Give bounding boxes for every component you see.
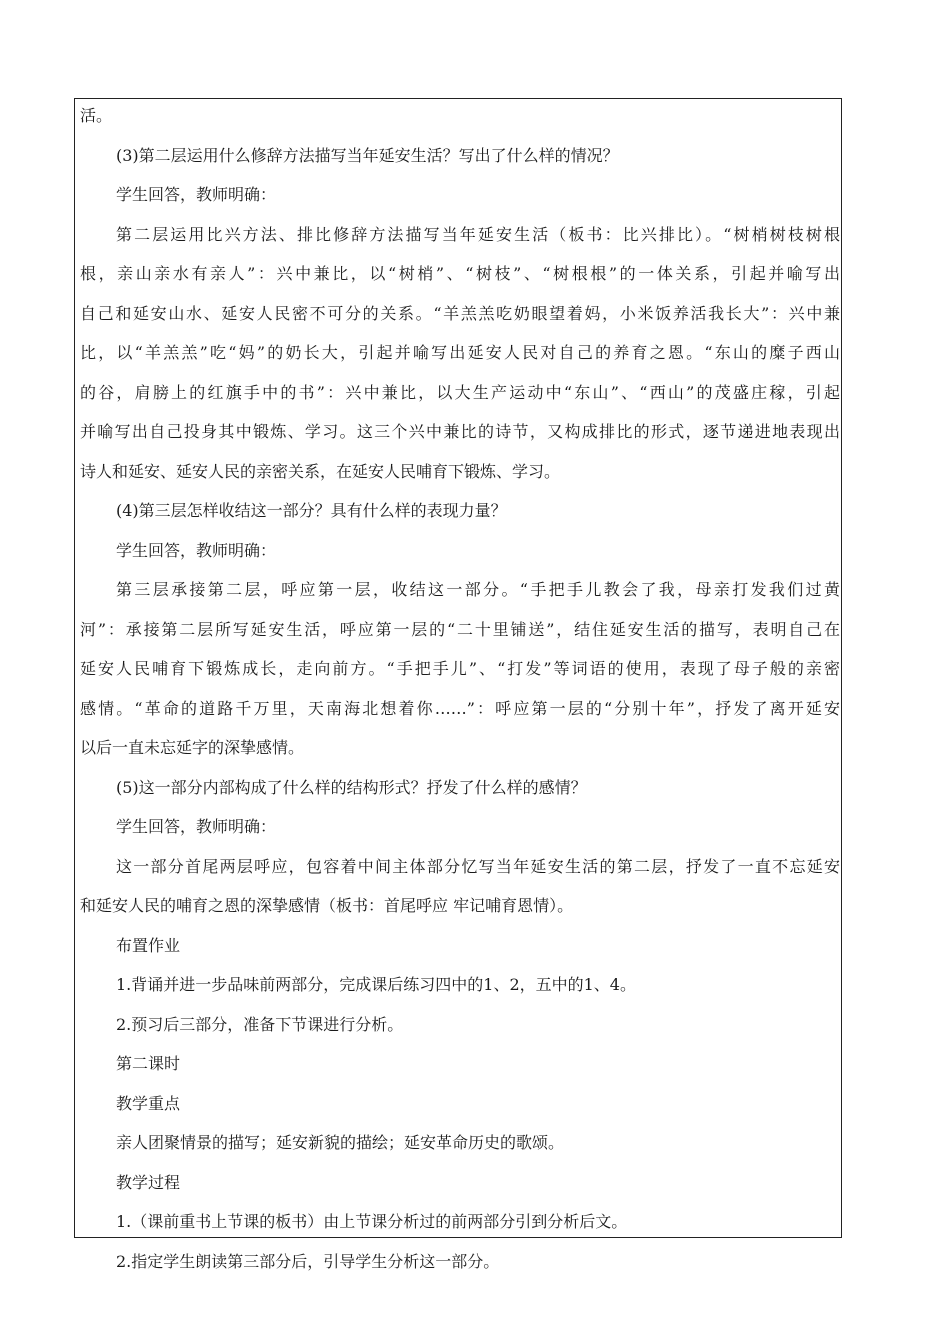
text-line: 学生回答，教师明确：: [116, 185, 277, 204]
text-line: 学生回答，教师明确：: [116, 817, 277, 836]
text-line: (3)第二层运用什么修辞方法描写当年延安生活？写出了什么样的情况？: [116, 145, 619, 165]
text-line: 延安人民哺育下锻炼成长，走向前方。“手把手儿”、“打发”等词语的使用，表现了母子般的亲密: [80, 659, 840, 678]
lesson-plan-text: [80, 96, 840, 1281]
text-line: 布置作业: [116, 935, 181, 955]
text-line: 教学重点: [116, 1093, 181, 1113]
text-line: 和延安人民的哺育之恩的深挚感情（板书：首尾呼应 牢记哺育恩情）。: [80, 896, 574, 915]
text-line: 的谷，肩膀上的红旗手中的书”：兴中兼比，以大生产运动中“东山”、“西山”的茂盛庄稼，引起: [80, 382, 840, 402]
text-line: 根，亲山亲水有亲人”：兴中兼比，以“树梢”、“树枝”、“树根根”的一体关系，引起并喻写出: [80, 264, 840, 283]
text-line: 1.背诵并进一步品味前两部分，完成课后练习四中的1、2，五中的1、4。: [116, 975, 636, 994]
text-line: 2.预习后三部分，准备下节课进行分析。: [116, 1014, 404, 1034]
text-line: 学生回答，教师明确：: [116, 540, 277, 560]
text-line: 这一部分首尾两层呼应，包容着中间主体部分忆写当年延安生活的第二层，抒发了一直不忘延安: [116, 856, 840, 876]
text-line: 亲人团聚情景的描写；延安新貌的描绘；延安革命历史的歌颂。: [116, 1133, 565, 1152]
text-line: 2.指定学生朗读第三部分后，引导学生分析这一部分。: [116, 1251, 500, 1271]
text-line: 比，以“羊羔羔”吃“妈”的奶长大，引起并喻写出延安人民对自己的养育之恩。“东山的糜子西山: [80, 343, 840, 362]
text-line: 诗人和延安、延安人民的亲密关系，在延安人民哺育下锻炼、学习。: [80, 461, 561, 481]
text-line: 第三层承接第二层，呼应第一层，收结这一部分。“手把手儿教会了我，母亲打发我们过黄: [116, 580, 840, 599]
text-line: 自己和延安山水、延安人民密不可分的关系。“羊羔羔吃奶眼望着妈，小米饭养活我长大”：兴中兼: [80, 303, 840, 323]
text-line: 第二课时: [116, 1054, 181, 1073]
text-line: 1.（课前重书上节课的板书）由上节课分析过的前两部分引到分析后文。: [116, 1212, 628, 1231]
text-line: (4)第三层怎样收结这一部分？具有什么样的表现力量？: [116, 501, 507, 520]
text-line: 并喻写出自己投身其中锻炼、学习。这三个兴中兼比的诗节，又构成排比的形式，逐节递进地表现出: [80, 422, 840, 441]
text-line: 以后一直未忘延字的深挚感情。: [80, 738, 305, 757]
text-line: 教学过程: [116, 1172, 181, 1192]
text-line: 活。: [80, 106, 113, 125]
text-line: 感情。“革命的道路千万里，天南海北想着你……”：呼应第一层的“分别十年”，抒发了离开延安: [80, 698, 840, 718]
text-line: (5)这一部分内部构成了什么样的结构形式？抒发了什么样的感情？: [116, 777, 587, 797]
text-line: 河”：承接第二层所写延安生活，呼应第一层的“二十里铺送”，结住延安生活的描写，表明自己在: [80, 619, 840, 639]
text-line: 第二层运用比兴方法、排比修辞方法描写当年延安生活（板书：比兴排比）。“树梢树枝树根: [116, 224, 840, 244]
